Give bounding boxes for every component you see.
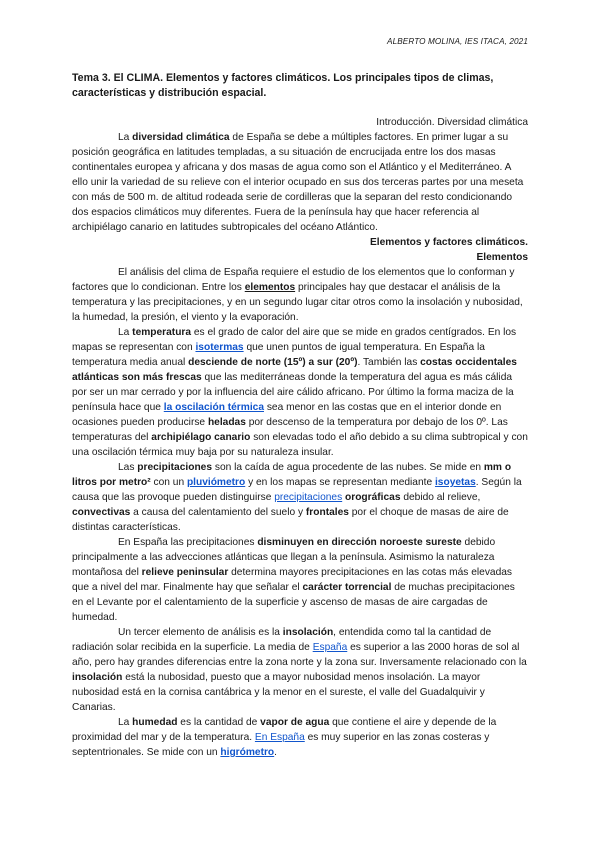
text-run: son elevadas todo el año debido a su clima subtropical y con una oscilación térmica muy baja por su naturaleza insular. bbox=[72, 432, 528, 458]
bold-term: carácter torrencial bbox=[302, 582, 392, 593]
text-run: La bbox=[118, 132, 133, 143]
bold-term: mm o litros por metro² bbox=[72, 462, 512, 488]
bold-term: frontales bbox=[305, 507, 349, 518]
text-run: La bbox=[118, 717, 133, 728]
en-espana-link[interactable]: En España bbox=[254, 732, 305, 743]
higrometro-link[interactable]: higrómetro bbox=[220, 747, 275, 758]
text-run: a causa del calentamiento del suelo y bbox=[130, 507, 306, 518]
intro-heading: Introducción. Diversidad climática bbox=[376, 117, 528, 128]
bold-term: convectivas bbox=[72, 507, 131, 518]
text-run: está la nubosidad, puesto que a mayor nubosidad menos insolación. La mayor nubosidad está en la cornisa cantábrica y la menor en el sureste, el valle del Guadalquivir y Canarias. bbox=[72, 672, 485, 713]
text-run: que las mediterráneas donde la temperatura del agua es más cálida por ser un mar cerrado y por la influencia del aire cálido africano. Por último la forma maciza de la península hace que bbox=[72, 372, 514, 413]
underlined-term: elementos bbox=[244, 282, 296, 293]
humidity-paragraph bbox=[72, 715, 528, 760]
text-run: con un bbox=[150, 477, 187, 488]
bold-term: heladas bbox=[207, 417, 246, 428]
isotermas-link[interactable]: isotermas bbox=[195, 342, 244, 353]
text-run: . bbox=[274, 747, 278, 758]
text-run: que unen puntos de igual temperatura. En España la temperatura media anual bbox=[72, 342, 485, 368]
bold-term: insolación bbox=[72, 672, 123, 683]
text-run: y en los mapas se representan mediante bbox=[245, 477, 435, 488]
text-run: que contiene el aire y depende de la proximidad del mar y de la temperatura. bbox=[72, 717, 497, 743]
text-run: debido principalmente a las advecciones atlánticas que llegan a la península. Asimismo la naturaleza montañosa del bbox=[72, 537, 496, 578]
text-run: sea menor en las costas que en el interior donde en ocasiones pueden producirse bbox=[72, 402, 502, 428]
bold-term: disminuyen en dirección noroeste sureste bbox=[257, 537, 462, 548]
author-header: ALBERTO MOLINA, IES ITACA, 2021 bbox=[387, 37, 528, 46]
bold-term: vapor de agua bbox=[260, 717, 330, 728]
text-run: de España se debe a múltiples factores. En primer lugar a su posición geográfica en latitudes templadas, a su situación de encrucijada entre los dos masas continentales europea y africana y dos masas de agua como son el Atlántico y el Mediterráneo. A ello unir la variedad de su relieve con el interior ocupado en sus dos terceras partes por una meseta con más de 500 m. de altitud rodeada serie de cordilleras que la separan del resto condicionando dos espacios climáticos muy diferentes. Fuera de la península hay que hacer referencia al archipiélago canario en latitudes subtropicales del océano Atlántico. bbox=[72, 132, 524, 233]
text-run: es superior a las 2000 horas de sol al año, pero hay grandes diferencias entre la zona norte y la zona sur. Inversamente relacionado con la bbox=[72, 642, 527, 668]
bold-term: precipitaciones bbox=[137, 462, 213, 473]
text-run: En España las precipitaciones bbox=[118, 537, 258, 548]
text-run: es muy superior en las zonas costeras y septentrionales. Se mide con un bbox=[72, 732, 490, 758]
bold-term: relieve peninsular bbox=[141, 567, 229, 578]
elements-paragraph bbox=[72, 265, 528, 325]
text-run: debido al relieve, bbox=[400, 492, 481, 503]
precipitation-paragraph bbox=[72, 460, 528, 535]
bold-term: temperatura bbox=[132, 327, 192, 338]
bold-term: archipiélago canario bbox=[151, 432, 251, 443]
section-heading: Elementos y factores climáticos. bbox=[370, 237, 528, 248]
bold-term: desciende de norte (15º) a sur (20º) bbox=[188, 357, 358, 368]
text-run: El análisis del clima de España requiere el estudio de los elementos que lo conforman y factores que lo condicionan. Entre los bbox=[72, 267, 515, 293]
espana-link[interactable]: España bbox=[312, 642, 348, 653]
temperature-paragraph bbox=[72, 325, 528, 460]
text-run: Un tercer elemento de análisis es la bbox=[118, 627, 283, 638]
text-run: son la caída de agua procedente de las nubes. Se mide en bbox=[212, 462, 484, 473]
document-title: Tema 3. El CLIMA. Elementos y factores climáticos. Los principales tipos de climas, características y distribución espacial. bbox=[72, 72, 494, 99]
text-run: por el choque de masas de aire de distintas características. bbox=[72, 507, 509, 533]
bold-term: humedad bbox=[132, 717, 178, 728]
precipitaciones-link[interactable]: precipitaciones bbox=[274, 492, 343, 503]
text-run: La bbox=[118, 327, 133, 338]
text-run: . También las bbox=[357, 357, 421, 368]
text-run: por descenso de la temperatura por debajo de los 0º. Las temperaturas del bbox=[72, 417, 508, 443]
text-run: Las bbox=[118, 462, 138, 473]
insolation-paragraph bbox=[72, 625, 528, 715]
text-run: determina mayores precipitaciones en las cotas más elevadas que a nivel del mar. Finalmente hay que señalar el bbox=[72, 567, 513, 593]
text-run: principales hay que destacar el análisis de la temperatura y las precipitaciones, y en un segundo lugar citar otros como la insolación y nubosidad, la humedad, la presión, el viento y la evaporación. bbox=[72, 282, 523, 323]
text-run: es el grado de calor del aire que se mide en grados centígrados. En los mapas se representan con bbox=[72, 327, 517, 353]
isoyetas-link[interactable]: isoyetas bbox=[434, 477, 476, 488]
text-run: es la cantidad de bbox=[177, 717, 261, 728]
text-run: . Según la causa que las provoque pueden distinguirse bbox=[72, 477, 522, 503]
bold-term: insolación bbox=[282, 627, 334, 638]
subsection-heading: Elementos bbox=[476, 252, 528, 263]
oscilacion-termica-link[interactable]: la oscilación térmica bbox=[163, 402, 264, 413]
text-run: , entendida como tal la cantidad de radiación solar recibida en la superficie. La media de bbox=[72, 627, 492, 653]
pluviometro-link[interactable]: pluviómetro bbox=[186, 477, 246, 488]
document-body bbox=[72, 115, 528, 760]
bold-term: diversidad climática bbox=[132, 132, 230, 143]
bold-term: costas occidentales atlánticas son más frescas bbox=[72, 357, 517, 383]
text-run: de muchas precipitaciones en el Levante por el calentamiento de la superficie y ascenso de masas de aire cargadas de humedad. bbox=[72, 582, 515, 623]
intro-paragraph bbox=[72, 130, 528, 235]
spain-precipitation-paragraph bbox=[72, 535, 528, 625]
bold-term: orográficas bbox=[345, 492, 401, 503]
